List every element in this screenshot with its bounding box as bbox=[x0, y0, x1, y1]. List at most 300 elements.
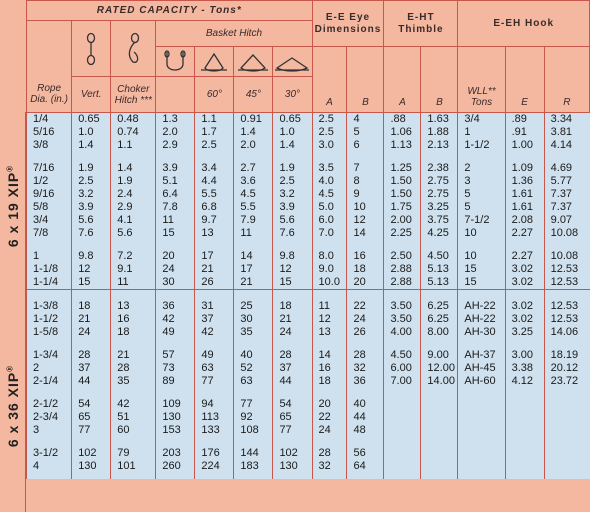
table-cell bbox=[384, 424, 421, 437]
table-cell: .91 bbox=[505, 126, 544, 139]
table-cell bbox=[505, 460, 544, 473]
table-cell: 1-1/8 bbox=[27, 263, 72, 276]
table-cell: 130 bbox=[156, 411, 195, 424]
table-cell: 54 bbox=[72, 398, 111, 411]
table-cell: 1.4 bbox=[111, 162, 156, 175]
table-cell bbox=[458, 447, 505, 460]
table-cell: 3.2 bbox=[72, 188, 111, 201]
table-cell: 2.9 bbox=[156, 139, 195, 152]
table-cell: 5.6 bbox=[111, 227, 156, 240]
table-cell: 7.6 bbox=[273, 227, 312, 240]
table-cell: 1.1 bbox=[111, 139, 156, 152]
table-cell: 21 bbox=[195, 263, 234, 276]
table-cell: 176 bbox=[195, 447, 234, 460]
table-cell: 2.0 bbox=[234, 139, 273, 152]
table-row bbox=[27, 201, 590, 214]
table-cell: 5.13 bbox=[421, 276, 458, 290]
table-cell: 21 bbox=[273, 313, 312, 326]
table-cell: 1.00 bbox=[505, 139, 544, 152]
table-cell: 101 bbox=[111, 460, 156, 473]
table-row bbox=[27, 460, 590, 473]
table-cell: 44 bbox=[273, 375, 312, 388]
table-cell: 1.61 bbox=[505, 201, 544, 214]
table-row bbox=[27, 113, 590, 127]
basket-hitch-header: Basket Hitch bbox=[156, 21, 312, 47]
choker-header: Choker Hitch *** bbox=[111, 77, 156, 113]
table-cell: 2.7 bbox=[234, 162, 273, 175]
table-cell: 21 bbox=[111, 349, 156, 362]
table-row bbox=[27, 162, 590, 175]
table-row bbox=[27, 447, 590, 460]
table-cell: 3.9 bbox=[72, 201, 111, 214]
table-cell: 3/8 bbox=[27, 139, 72, 152]
table-cell: 203 bbox=[156, 447, 195, 460]
table-cell: 2 bbox=[27, 362, 72, 375]
table-row bbox=[27, 300, 590, 313]
table-cell: AH-30 bbox=[458, 326, 505, 339]
basket-30-icon bbox=[275, 50, 309, 74]
table-cell: 3.0 bbox=[312, 139, 347, 152]
table-cell: 31 bbox=[195, 300, 234, 313]
table-cell: 1.1 bbox=[195, 113, 234, 127]
table-cell: 65 bbox=[273, 411, 312, 424]
angle-30-header: 30° bbox=[273, 77, 312, 113]
table-cell: 1.3 bbox=[156, 113, 195, 127]
table-cell: 24 bbox=[347, 313, 384, 326]
table-cell: 7.2 bbox=[111, 250, 156, 263]
table-cell: 28 bbox=[111, 362, 156, 375]
basket-45-icon bbox=[237, 50, 269, 74]
table-cell: AH-22 bbox=[458, 300, 505, 313]
table-cell: 2.08 bbox=[505, 214, 544, 227]
table-cell: 3.02 bbox=[505, 300, 544, 313]
table-cell: 4.69 bbox=[544, 162, 589, 175]
table-cell: 10 bbox=[458, 227, 505, 240]
table-cell: 23.72 bbox=[544, 375, 589, 388]
table-cell: 3.75 bbox=[421, 214, 458, 227]
table-cell: 12 bbox=[273, 263, 312, 276]
table-cell: 3.02 bbox=[505, 313, 544, 326]
table-cell: 18 bbox=[111, 326, 156, 339]
basket-30-cell bbox=[273, 47, 312, 77]
table-cell: 7.0 bbox=[312, 227, 347, 240]
table-cell: 20 bbox=[347, 276, 384, 290]
eht-a-header: A bbox=[384, 47, 421, 113]
table-cell: 1.06 bbox=[384, 126, 421, 139]
table-cell: 153 bbox=[156, 424, 195, 437]
table-cell: 1.4 bbox=[273, 139, 312, 152]
table-cell: 3.50 bbox=[384, 300, 421, 313]
table-cell: 1/4 bbox=[27, 113, 72, 127]
table-cell: 5 bbox=[458, 188, 505, 201]
table-cell: 2.5 bbox=[72, 175, 111, 188]
table-cell: 5.0 bbox=[312, 201, 347, 214]
table-cell: 8.0 bbox=[312, 250, 347, 263]
table-cell: 1.36 bbox=[505, 175, 544, 188]
table-cell: 1 bbox=[27, 250, 72, 263]
table-cell: 3 bbox=[458, 175, 505, 188]
table-cell: AH-37 bbox=[458, 349, 505, 362]
table-cell: 1.9 bbox=[273, 162, 312, 175]
table-cell: 10.0 bbox=[312, 276, 347, 290]
table-cell: 77 bbox=[234, 398, 273, 411]
table-cell: 3 bbox=[27, 424, 72, 437]
table-cell: 2.75 bbox=[421, 175, 458, 188]
table-cell bbox=[458, 398, 505, 411]
table-cell: 3.5 bbox=[312, 162, 347, 175]
table-cell: 40 bbox=[347, 398, 384, 411]
section-label-6x19: 6 x 19 XIP® bbox=[0, 112, 26, 299]
table-cell: 1-1/2 bbox=[27, 313, 72, 326]
table-cell: 20 bbox=[156, 250, 195, 263]
table-cell: 36 bbox=[156, 300, 195, 313]
table-cell: 0.65 bbox=[72, 113, 111, 127]
table-cell: 7-1/2 bbox=[458, 214, 505, 227]
table-cell: 2.88 bbox=[384, 263, 421, 276]
table-cell: 2.38 bbox=[421, 162, 458, 175]
table-cell: 63 bbox=[195, 362, 234, 375]
table-cell bbox=[505, 424, 544, 437]
table-cell: 4 bbox=[347, 113, 384, 127]
table-cell: 1.61 bbox=[505, 188, 544, 201]
table-row bbox=[27, 227, 590, 240]
table-cell: 11 bbox=[234, 227, 273, 240]
table-cell: 49 bbox=[156, 326, 195, 339]
table-cell: 44 bbox=[347, 411, 384, 424]
table-cell: 3.6 bbox=[234, 175, 273, 188]
table-cell: 9.7 bbox=[195, 214, 234, 227]
table-cell: 3.9 bbox=[156, 162, 195, 175]
table-cell: 3.25 bbox=[505, 326, 544, 339]
table-cell bbox=[544, 460, 589, 473]
table-cell: 4.4 bbox=[195, 175, 234, 188]
eeh-header: E-EH Hook bbox=[458, 1, 590, 47]
table-cell: 92 bbox=[234, 411, 273, 424]
table-cell: 20.12 bbox=[544, 362, 589, 375]
table-cell bbox=[458, 460, 505, 473]
table-body bbox=[27, 113, 590, 480]
table-cell bbox=[384, 460, 421, 473]
table-cell: 56 bbox=[347, 447, 384, 460]
table-cell: 32 bbox=[312, 460, 347, 473]
table-cell: 1-3/4 bbox=[27, 349, 72, 362]
table-cell: 130 bbox=[72, 460, 111, 473]
table-cell: 1.4 bbox=[234, 126, 273, 139]
table-cell: .88 bbox=[384, 113, 421, 127]
table-cell: 4.50 bbox=[421, 250, 458, 263]
table-cell: 4.00 bbox=[384, 326, 421, 339]
table-cell: 24 bbox=[312, 424, 347, 437]
table-cell: 3.50 bbox=[384, 313, 421, 326]
table-cell: 32 bbox=[347, 362, 384, 375]
table-cell: 113 bbox=[195, 411, 234, 424]
table-cell: 7.6 bbox=[72, 227, 111, 240]
table-cell: 2 bbox=[458, 162, 505, 175]
table-cell bbox=[384, 411, 421, 424]
table-cell: AH-60 bbox=[458, 375, 505, 388]
table-cell: 26 bbox=[347, 326, 384, 339]
table-cell: 13 bbox=[312, 326, 347, 339]
table-cell: 3.25 bbox=[421, 201, 458, 214]
vert-header: Vert. bbox=[72, 77, 111, 113]
table-cell: 4.1 bbox=[111, 214, 156, 227]
table-cell: 1.50 bbox=[384, 175, 421, 188]
table-cell bbox=[384, 398, 421, 411]
table-cell bbox=[544, 447, 589, 460]
table-cell: 9.1 bbox=[111, 263, 156, 276]
rated-capacity-header: RATED CAPACITY - Tons* bbox=[27, 1, 313, 21]
table-row bbox=[27, 214, 590, 227]
table-cell: 3.9 bbox=[273, 201, 312, 214]
table-row bbox=[27, 175, 590, 188]
table-cell bbox=[421, 424, 458, 437]
table-cell: 7.00 bbox=[384, 375, 421, 388]
table-cell: 5.1 bbox=[156, 175, 195, 188]
table-cell: 9.0 bbox=[312, 263, 347, 276]
table-cell: 12.00 bbox=[421, 362, 458, 375]
table-cell: 37 bbox=[72, 362, 111, 375]
table-cell: 44 bbox=[72, 375, 111, 388]
table-cell: 1.25 bbox=[384, 162, 421, 175]
capacity-table bbox=[26, 0, 590, 479]
table-cell: 8.00 bbox=[421, 326, 458, 339]
table-cell: 1/2 bbox=[27, 175, 72, 188]
section-label-6x36: 6 x 36 XIP® bbox=[0, 299, 26, 512]
table-cell: 2.00 bbox=[384, 214, 421, 227]
table-cell: 8 bbox=[347, 175, 384, 188]
table-cell: 65 bbox=[72, 411, 111, 424]
table-cell: 1.7 bbox=[195, 126, 234, 139]
table-cell bbox=[544, 411, 589, 424]
table-cell: 37 bbox=[195, 313, 234, 326]
table-cell bbox=[544, 398, 589, 411]
table-cell: 183 bbox=[234, 460, 273, 473]
eeh-r-header: R bbox=[544, 47, 589, 113]
table-cell: 7/8 bbox=[27, 227, 72, 240]
table-cell: 0.65 bbox=[273, 113, 312, 127]
table-cell: 7.37 bbox=[544, 188, 589, 201]
table-cell: 5/8 bbox=[27, 201, 72, 214]
table-cell: 12 bbox=[312, 313, 347, 326]
table-cell bbox=[421, 411, 458, 424]
table-cell: 4.0 bbox=[312, 175, 347, 188]
table-cell: 2.13 bbox=[421, 139, 458, 152]
table-cell: 24 bbox=[273, 326, 312, 339]
table-cell: 42 bbox=[195, 326, 234, 339]
table-cell: 3.02 bbox=[505, 263, 544, 276]
table-cell: 10 bbox=[458, 250, 505, 263]
table-cell: 35 bbox=[111, 375, 156, 388]
table-cell: 10.08 bbox=[544, 227, 589, 240]
table-cell: 18.19 bbox=[544, 349, 589, 362]
table-cell: 60 bbox=[111, 424, 156, 437]
table-cell: 54 bbox=[273, 398, 312, 411]
table-cell bbox=[421, 460, 458, 473]
table-cell: 2.5 bbox=[195, 139, 234, 152]
table-cell: 12.53 bbox=[544, 276, 589, 290]
table-cell: 12.53 bbox=[544, 313, 589, 326]
wll-header: WLL** Tons bbox=[458, 47, 505, 113]
table-cell: 4.50 bbox=[384, 349, 421, 362]
table-cell: 77 bbox=[195, 375, 234, 388]
table-cell: 6.0 bbox=[312, 214, 347, 227]
table-cell: 2.75 bbox=[421, 188, 458, 201]
table-cell: 4.5 bbox=[312, 188, 347, 201]
table-cell: 108 bbox=[234, 424, 273, 437]
table-cell: 36 bbox=[347, 375, 384, 388]
table-cell: 15 bbox=[273, 276, 312, 290]
table-cell: 1.13 bbox=[384, 139, 421, 152]
table-cell: 15 bbox=[458, 263, 505, 276]
table-cell bbox=[421, 398, 458, 411]
table-cell: 48 bbox=[347, 424, 384, 437]
eht-header: E-HT Thimble bbox=[384, 1, 458, 47]
table-cell: 14.00 bbox=[421, 375, 458, 388]
table-row bbox=[27, 263, 590, 276]
table-cell: 1.9 bbox=[72, 162, 111, 175]
table-cell: 3-1/2 bbox=[27, 447, 72, 460]
table-cell: 1.50 bbox=[384, 188, 421, 201]
table-cell: 14 bbox=[347, 227, 384, 240]
table-cell: 1.4 bbox=[72, 139, 111, 152]
table-cell bbox=[505, 398, 544, 411]
table-cell: 14 bbox=[234, 250, 273, 263]
table-cell: 133 bbox=[195, 424, 234, 437]
table-cell bbox=[421, 447, 458, 460]
table-cell: 6.4 bbox=[156, 188, 195, 201]
table-cell: 49 bbox=[195, 349, 234, 362]
table-cell: 2.0 bbox=[156, 126, 195, 139]
table-cell: 260 bbox=[156, 460, 195, 473]
table-cell: 51 bbox=[111, 411, 156, 424]
table-cell: 5.5 bbox=[234, 201, 273, 214]
basket-u-cell bbox=[156, 47, 195, 77]
table-cell: 37 bbox=[273, 362, 312, 375]
table-cell: 2-1/2 bbox=[27, 398, 72, 411]
table-cell: 4.12 bbox=[505, 375, 544, 388]
table-row bbox=[27, 424, 590, 437]
table-cell: 6.25 bbox=[421, 300, 458, 313]
table-cell: 1 bbox=[458, 126, 505, 139]
table-cell: 25 bbox=[234, 300, 273, 313]
table-cell: AH-45 bbox=[458, 362, 505, 375]
ee-b-header: B bbox=[347, 47, 384, 113]
basket-u-icon bbox=[161, 50, 189, 74]
ee-header: E-E Eye Dimensions bbox=[312, 1, 384, 47]
table-cell: 4.25 bbox=[421, 227, 458, 240]
table-row bbox=[27, 188, 590, 201]
angle-60-header: 60° bbox=[195, 77, 234, 113]
table-cell: 6 bbox=[347, 139, 384, 152]
table-cell: 109 bbox=[156, 398, 195, 411]
table-row bbox=[27, 411, 590, 424]
table-cell: 7/16 bbox=[27, 162, 72, 175]
table-cell: 9.8 bbox=[72, 250, 111, 263]
basket-45-cell bbox=[234, 47, 273, 77]
table-cell: 28 bbox=[312, 447, 347, 460]
table-cell: 2.27 bbox=[505, 227, 544, 240]
table-cell: 1-3/8 bbox=[27, 300, 72, 313]
table-cell: 94 bbox=[195, 398, 234, 411]
table-cell: 5.77 bbox=[544, 175, 589, 188]
table-cell: 11 bbox=[111, 276, 156, 290]
table-cell: 28 bbox=[273, 349, 312, 362]
table-cell: 28 bbox=[347, 349, 384, 362]
table-cell: 16 bbox=[111, 313, 156, 326]
table-cell: 16 bbox=[312, 362, 347, 375]
table-cell: 14 bbox=[312, 349, 347, 362]
table-cell: 10 bbox=[347, 201, 384, 214]
table-cell: 52 bbox=[234, 362, 273, 375]
table-cell: 1.9 bbox=[111, 175, 156, 188]
table-cell: 79 bbox=[111, 447, 156, 460]
table-cell: 5 bbox=[347, 126, 384, 139]
table-cell: 42 bbox=[111, 398, 156, 411]
table-cell: 16 bbox=[347, 250, 384, 263]
table-cell: 7 bbox=[347, 162, 384, 175]
table-cell: 21 bbox=[234, 276, 273, 290]
table-cell: 1-1/2 bbox=[458, 139, 505, 152]
table-cell: 3.02 bbox=[505, 276, 544, 290]
table-cell: 3/4 bbox=[458, 113, 505, 127]
table-cell: 40 bbox=[234, 349, 273, 362]
table-cell: 64 bbox=[347, 460, 384, 473]
table-cell: 22 bbox=[347, 300, 384, 313]
table-cell: 73 bbox=[156, 362, 195, 375]
table-row bbox=[27, 126, 590, 139]
table-cell: 9/16 bbox=[27, 188, 72, 201]
table-cell: 20 bbox=[312, 398, 347, 411]
choker-hitch-icon bbox=[123, 32, 143, 66]
table-cell: 57 bbox=[156, 349, 195, 362]
table-cell: 15 bbox=[156, 227, 195, 240]
table-cell: 7.8 bbox=[156, 201, 195, 214]
table-cell: 12 bbox=[72, 263, 111, 276]
table-row bbox=[27, 398, 590, 411]
table-cell: 102 bbox=[273, 447, 312, 460]
table-cell: 2.5 bbox=[312, 113, 347, 127]
table-cell: 17 bbox=[195, 250, 234, 263]
table-cell: 7.37 bbox=[544, 201, 589, 214]
table-cell: 18 bbox=[273, 300, 312, 313]
table-cell: 26 bbox=[195, 276, 234, 290]
table-cell: 11 bbox=[156, 214, 195, 227]
table-cell: 10.08 bbox=[544, 250, 589, 263]
table-cell: 3.81 bbox=[544, 126, 589, 139]
rope-dia-header: Rope Dia. (in.) bbox=[27, 77, 72, 113]
basket-60-icon bbox=[199, 50, 229, 74]
table-cell: 1.09 bbox=[505, 162, 544, 175]
table-cell: 0.74 bbox=[111, 126, 156, 139]
table-cell: 0.48 bbox=[111, 113, 156, 127]
table-cell: 63 bbox=[234, 375, 273, 388]
table-cell: 2.9 bbox=[111, 201, 156, 214]
table-cell: 3/4 bbox=[27, 214, 72, 227]
table-row bbox=[27, 313, 590, 326]
eeh-e-header: E bbox=[505, 47, 544, 113]
table-cell: 18 bbox=[72, 300, 111, 313]
table-cell: 35 bbox=[234, 326, 273, 339]
table-row bbox=[27, 362, 590, 375]
table-cell: 0.91 bbox=[234, 113, 273, 127]
table-cell: 4.5 bbox=[234, 188, 273, 201]
table-cell: 21 bbox=[72, 313, 111, 326]
table-cell: 12.53 bbox=[544, 263, 589, 276]
table-row bbox=[27, 375, 590, 388]
table-cell: 18 bbox=[347, 263, 384, 276]
table-cell: 3.2 bbox=[273, 188, 312, 201]
table-cell: 2.5 bbox=[273, 175, 312, 188]
